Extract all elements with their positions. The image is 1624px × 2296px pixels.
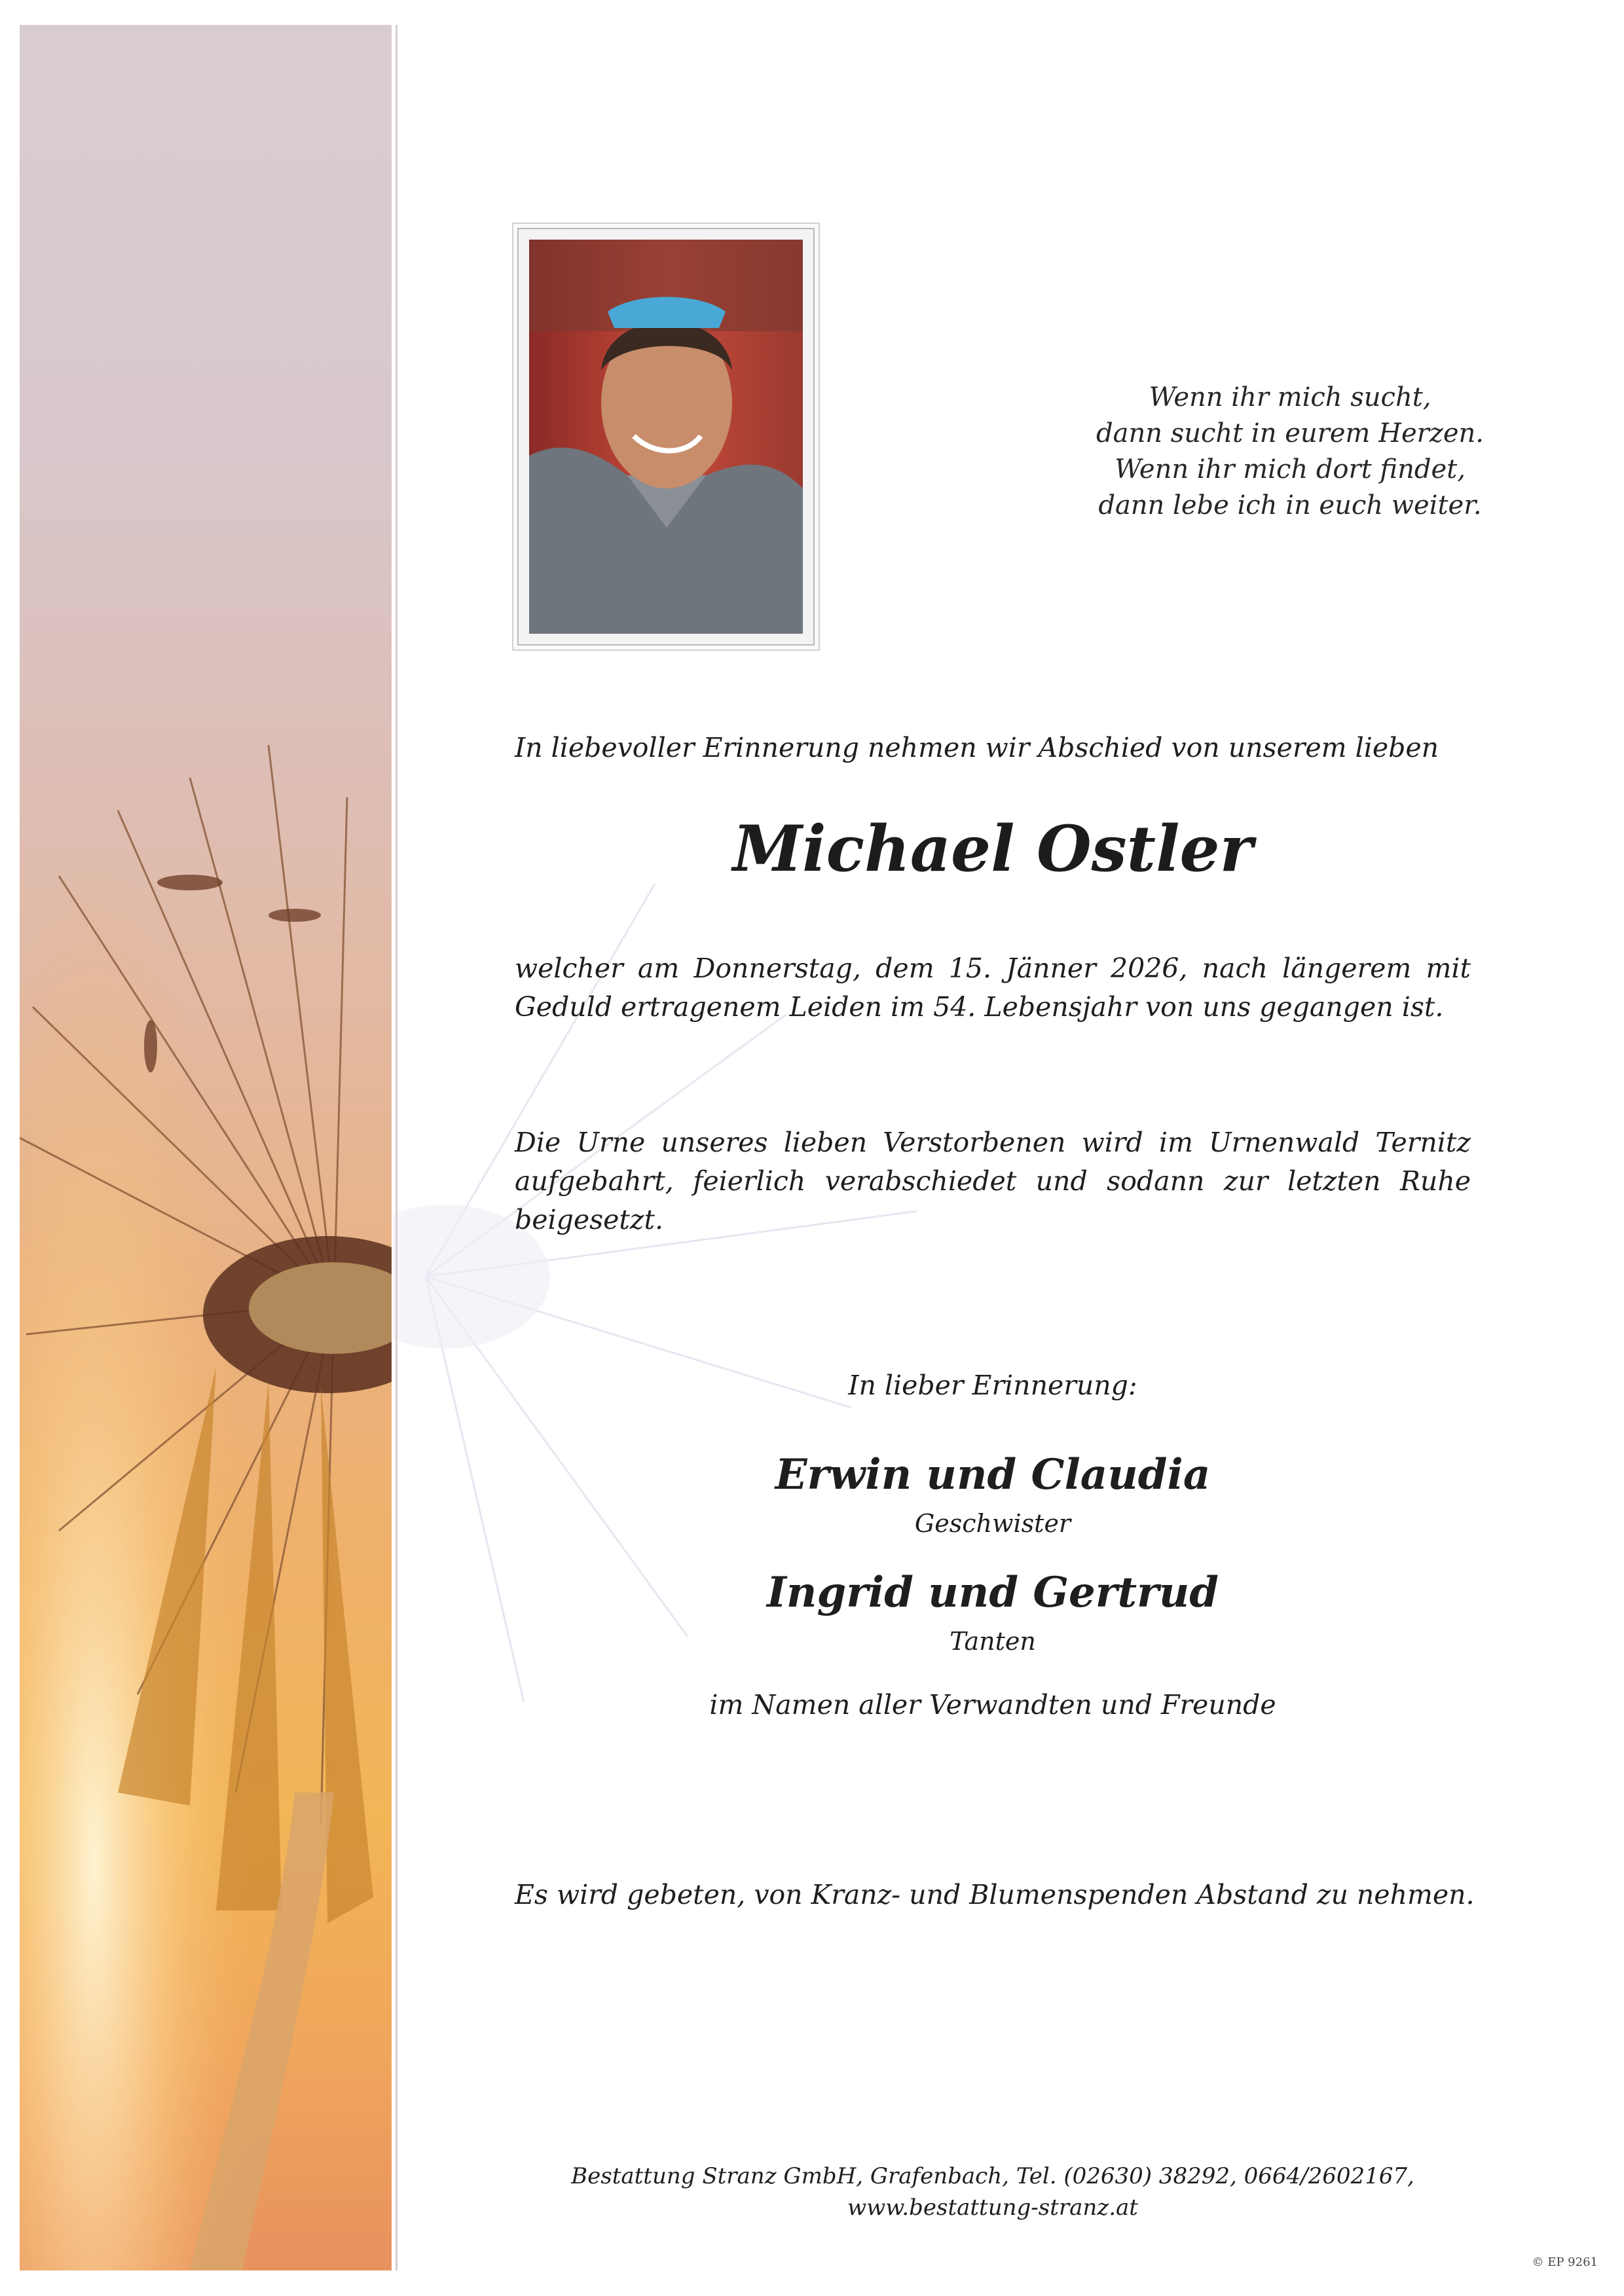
poem-line: dann sucht in eurem Herzen. <box>1096 418 1484 448</box>
relatives-line: im Namen aller Verwandten und Freunde <box>709 1689 1276 1721</box>
intro-line: In liebevoller Erinnerung nehmen wir Abschied von unserem lieben <box>515 732 1439 763</box>
dandelion-photo-panel <box>20 25 392 2270</box>
mourner-relation: Geschwister <box>914 1509 1071 1538</box>
mourner-names: Ingrid und Gertrud <box>766 1568 1219 1617</box>
donation-request: Es wird gebeten, von Kranz- und Blumenspenden Abstand zu nehmen. <box>515 1879 1475 1910</box>
mourners-heading: In lieber Erinnerung: <box>848 1370 1137 1401</box>
portrait-frame <box>517 228 815 646</box>
portrait-photo <box>529 240 803 634</box>
mourner-relation: Tanten <box>950 1627 1036 1656</box>
mourner-names: Erwin und Claudia <box>775 1450 1211 1499</box>
poem-line: Wenn ihr mich sucht, <box>1149 382 1431 412</box>
funeral-home-footer <box>515 2160 1471 2223</box>
poem-line: Wenn ihr mich dort findet, <box>1115 454 1466 484</box>
print-code: © EP 9261 <box>1532 2255 1598 2269</box>
footer-contact: Bestattung Stranz GmbH, Grafenbach, Tel. (02630) 38292, 0664/2602167, <box>571 2163 1414 2189</box>
dandelion-illustration <box>20 25 392 2270</box>
memorial-poem <box>1022 380 1559 524</box>
poem-line: dann lebe ich in euch weiter. <box>1098 490 1482 520</box>
ceremony-info: Die Urne unseres lieben Verstorbenen wird im Urnenwald Ternitz aufgebahrt, feierlich verabschiedet und sodann zur letzten Ruhe beigesetzt. <box>515 1127 1471 1235</box>
deceased-name: Michael Ostler <box>732 812 1253 886</box>
death-announcement: welcher am Donnerstag, dem 15. Jänner 2026, nach längerem mit Geduld ertragenem Leiden im 54. Lebensjahr von uns gegangen ist. <box>515 953 1471 1023</box>
footer-website: www.bestattung-stranz.at <box>847 2195 1138 2221</box>
